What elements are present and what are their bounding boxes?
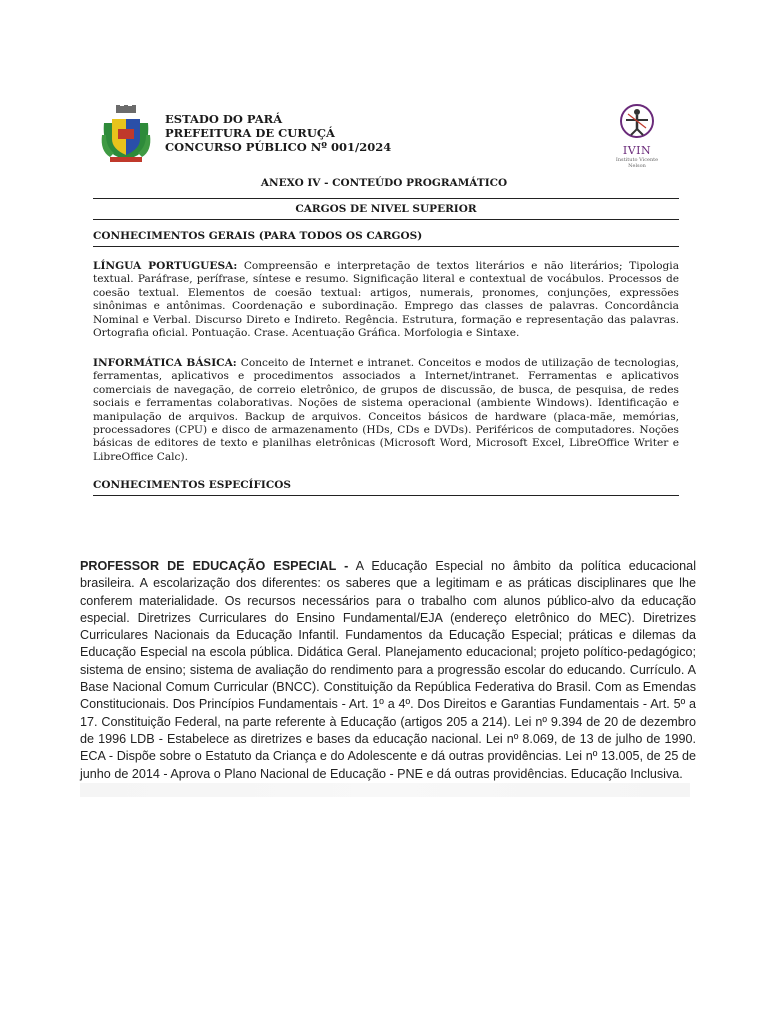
- document-header: [165, 112, 391, 154]
- cargo-level-title: CARGOS DE NIVEL SUPERIOR: [295, 203, 477, 215]
- portuguese-paragraph: [93, 260, 679, 340]
- annex-title: ANEXO IV - CONTEÚDO PROGRAMÁTICO: [260, 177, 508, 189]
- ivin-logo: [612, 103, 662, 169]
- municipal-crest-icon: [100, 105, 152, 163]
- ivin-emblem-icon: [619, 103, 655, 139]
- professor-text: A Educação Especial no âmbito da política educacional brasileira. A escolarização dos diferentes: os saberes que a legitimam e as práticas disciplinares que lhe conferem materialidade. Os recursos necessários para o trabalho com alunos público-alvo da educação especial. Diretrizes Curriculares do Ensino Fundamental/EJA (endereço eletrônico do MEC). Diretrizes Curriculares Nacionais da Educação Infantil. Fundamentos da Educação Especial; práticas e dilemas da Educação Especial na escola pública. Didática Geral. Planejamento educacional; projeto político-pedagógico; sistema de ensino; sistema de avaliação do rendimento para a progressão escolar do educando. Currículo. A Base Nacional Comum Curricular (BNCC). Constituição da República Federativa do Brasil. Com as Emendas Constitucionais. Dos Princípios Fundamentais - Art. 1º a 4º. Dos Direitos e Garantias Fundamentais - Art. 5º a 17. Constituição Federal, na parte referente à Educação (artigos 205 a 214). Lei nº 9.394 de 20 de dezembro de 1996 LDB - Estabelece as diretrizes e bases da educação nacional. Lei nº 8.069, de 13 de julho de 1990. ECA - Dispõe sobre o Estatuto da Criança e do Adolescente e dá outras providências. Lei nº 13.005, de 25 de junho de 2014 - Aprova o Plano Nacional de Educação - PNE e dá outras providências. Educação Inclusiva.: [80, 559, 696, 781]
- portuguese-label: LÍNGUA PORTUGUESA:: [93, 260, 238, 272]
- header-state: ESTADO DO PARÁ: [165, 112, 283, 126]
- general-knowledge-title: CONHECIMENTOS GERAIS (PARA TODOS OS CARGOS): [93, 230, 423, 242]
- faded-scan-line: [80, 783, 690, 797]
- specific-knowledge-title: CONHECIMENTOS ESPECÍFICOS: [93, 479, 291, 491]
- informatics-text: Conceito de Internet e intranet. Conceitos e modos de utilização de tecnologias, ferramentas, aplicativos e procedimentos associados a Internet/intranet. Ferramentas e aplicativos comerciais de navegação, de correio eletrônico, de grupos de discussão, de busca, de pesquisa, de redes sociais e ferramentas colaborativas. Noções de sistema operacional (ambiente Windows). Identificação e manipulação de arquivos. Backup de arquivos. Conceitos básicos de hardware (placa-mãe, memórias, processadores (CPU) e disco de armazenamento (HDs, CDs e DVDs). Periféricos de computadores. Noções básicas de editores de texto e planilhas eletrônicas (Microsoft Word, Microsoft Excel, LibreOffice Writer e LibreOffice Calc).: [93, 357, 679, 463]
- divider: [93, 495, 679, 496]
- divider: [93, 219, 679, 220]
- informatics-paragraph: [93, 357, 679, 464]
- divider: [93, 198, 679, 199]
- divider: [93, 246, 679, 247]
- ivin-logo-text: IVIN: [622, 144, 652, 157]
- portuguese-text: Compreensão e interpretação de textos literários e não literários; Tipologia textual. Paráfrase, perífrase, síntese e resumo. Significação literal e contextual de vocábulos. Processos de coesão textual. Elementos de coesão textual: artigos, numerais, pronomes, conjunções, expressões sinônimas e antônimas. Coordenação e subordinação. Emprego das classes de palavras. Concordância Nominal e Verbal. Discurso Direto e Indireto. Regência. Estrutura, formação e representação das palavras. Ortografia oficial. Pontuação. Crase. Acentuação Gráfica. Morfologia e Sintaxe.: [93, 260, 680, 340]
- header-prefecture: PREFEITURA DE CURUÇÁ: [165, 126, 335, 140]
- header-contest: CONCURSO PÚBLICO Nº 001/2024: [165, 140, 392, 154]
- professor-paragraph: [80, 558, 696, 783]
- professor-label: PROFESSOR DE EDUCAÇÃO ESPECIAL -: [80, 559, 349, 573]
- informatics-label: INFORMÁTICA BÁSICA:: [93, 357, 237, 369]
- ivin-logo-subtitle: Instituto Vicente Nelson: [615, 157, 659, 169]
